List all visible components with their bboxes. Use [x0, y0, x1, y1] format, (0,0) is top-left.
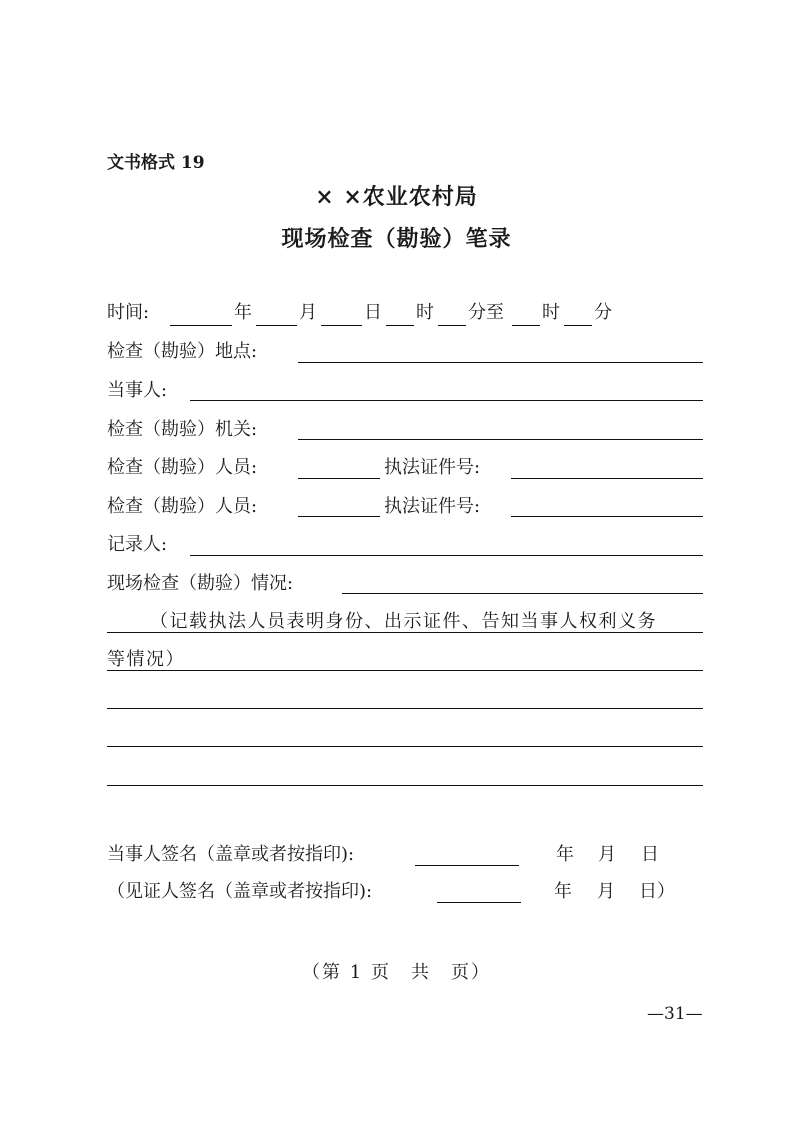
- hour-to-blank[interactable]: [512, 325, 540, 326]
- minute-from-blank[interactable]: [438, 325, 466, 326]
- inspector1-label: 检查（勘验）人员:: [107, 457, 258, 478]
- witness-sign-label: （见证人签名（盖章或者按指印):: [107, 881, 373, 902]
- situation-note-line1: （记载执法人员表明身份、出示证件、告知当事人权利义务: [150, 611, 657, 632]
- inspector2-field[interactable]: [298, 516, 380, 517]
- cert1-label: 执法证件号:: [384, 457, 481, 478]
- year-label: 年: [234, 302, 252, 323]
- party-sign-label: 当事人签名（盖章或者按指印):: [107, 844, 355, 865]
- situation-field[interactable]: [342, 593, 703, 594]
- party-field[interactable]: [190, 400, 703, 401]
- situation-line-4[interactable]: [107, 746, 703, 747]
- year-blank[interactable]: [170, 325, 232, 326]
- authority-label: 检查（勘验）机关:: [107, 419, 258, 440]
- recorder-field[interactable]: [190, 555, 703, 556]
- hour-to-label: 时: [542, 302, 560, 323]
- inspector2-label: 检查（勘验）人员:: [107, 496, 258, 517]
- time-label: 时间:: [107, 302, 150, 323]
- hour-blank[interactable]: [386, 325, 414, 326]
- cert1-field[interactable]: [511, 478, 703, 479]
- page-number: —31—: [647, 1004, 703, 1024]
- month-label: 月: [299, 302, 317, 323]
- party-label: 当事人:: [107, 380, 168, 401]
- authority-field[interactable]: [298, 439, 703, 440]
- month-blank[interactable]: [256, 325, 297, 326]
- situation-line-5[interactable]: [107, 785, 703, 786]
- witness-sign-field[interactable]: [437, 902, 521, 903]
- page-counter: （第 1 页 共 页）: [302, 962, 491, 983]
- document-format-label: 文书格式 19: [107, 153, 205, 173]
- witness-sign-day: 日）: [639, 881, 675, 902]
- cert2-field[interactable]: [511, 516, 703, 517]
- party-sign-day: 日: [641, 844, 659, 865]
- situation-line-2[interactable]: [107, 670, 703, 671]
- witness-sign-month: 月: [597, 881, 615, 902]
- party-sign-field[interactable]: [415, 865, 519, 866]
- situation-label: 现场检查（勘验）情况:: [107, 573, 294, 594]
- witness-sign-year: 年: [554, 881, 572, 902]
- minute-to-blank[interactable]: [564, 325, 592, 326]
- situation-note-line2: 等情况）: [107, 649, 185, 670]
- agency-title: × ×农业农村局: [315, 184, 478, 210]
- minute-to-label: 分至: [468, 302, 504, 323]
- situation-line-3[interactable]: [107, 708, 703, 709]
- minute-label: 分: [594, 302, 612, 323]
- location-field[interactable]: [298, 362, 703, 363]
- day-blank[interactable]: [321, 325, 362, 326]
- day-label: 日: [364, 302, 382, 323]
- party-sign-month: 月: [598, 844, 616, 865]
- recorder-label: 记录人:: [107, 534, 168, 555]
- record-title: 现场检查（勘验）笔录: [281, 226, 512, 252]
- cert2-label: 执法证件号:: [384, 496, 481, 517]
- hour-label: 时: [416, 302, 434, 323]
- location-label: 检查（勘验）地点:: [107, 341, 258, 362]
- party-sign-year: 年: [556, 844, 574, 865]
- inspector1-field[interactable]: [298, 478, 380, 479]
